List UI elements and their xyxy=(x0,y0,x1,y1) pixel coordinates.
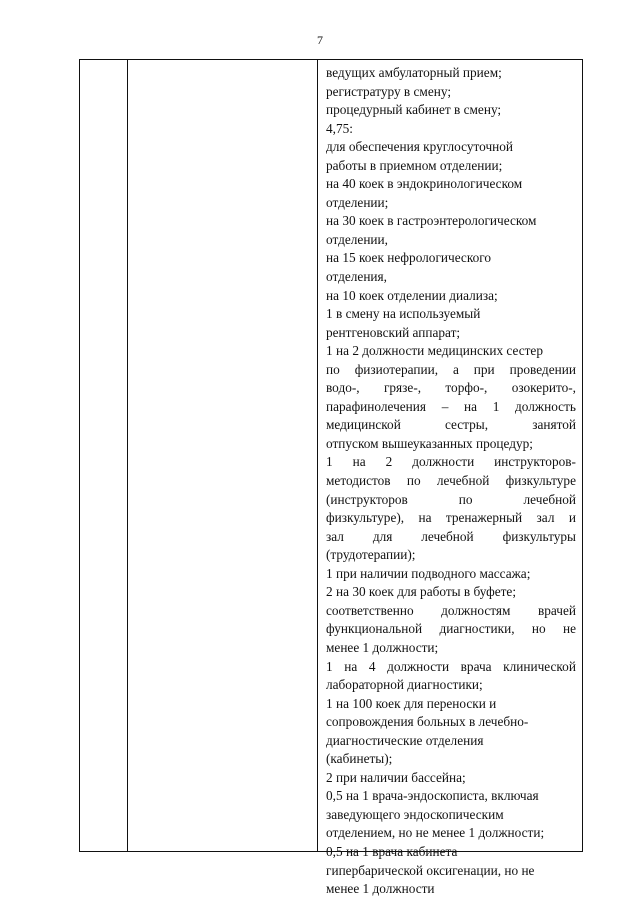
text-word: по xyxy=(458,491,473,507)
text-line: работы в приемном отделении; xyxy=(326,157,503,173)
text-word: зал xyxy=(536,510,555,526)
text-word: физкультуре xyxy=(505,473,576,489)
text-line: отделении, xyxy=(326,231,388,247)
text-line xyxy=(326,361,576,380)
text-word: парафинолечения xyxy=(326,398,427,414)
text-line xyxy=(326,620,576,639)
text-word: соответственно xyxy=(326,602,414,618)
text-line: рентгеновский аппарат; xyxy=(326,324,461,340)
text-line: ведущих амбулаторный прием; xyxy=(326,65,502,80)
text-line xyxy=(326,658,576,677)
text-line: 2 на 30 коек для работы в буфете; xyxy=(326,584,517,600)
text-line: 1 в смену на используемый xyxy=(326,306,481,322)
text-word: физкультуре), xyxy=(326,510,405,526)
text-word: должностям xyxy=(441,602,511,618)
text-line: заведующего эндоскопическим xyxy=(326,806,504,822)
text-word: 1 xyxy=(326,658,333,674)
text-line: отделении; xyxy=(326,194,389,210)
text-word: для xyxy=(372,528,393,544)
text-word: клинической xyxy=(503,658,576,674)
column-divider xyxy=(317,60,318,851)
text-word: на xyxy=(418,510,432,526)
text-word: грязе-, xyxy=(383,380,422,396)
text-line: регистратуру в смену; xyxy=(326,83,452,99)
text-word: 1 xyxy=(326,454,333,470)
text-line: менее 1 должности xyxy=(326,881,435,897)
text-line: сопровождения больных в лечебно- xyxy=(326,714,529,730)
text-line: 1 на 100 коек для переноски и xyxy=(326,695,497,711)
text-line: (кабинеты); xyxy=(326,751,393,767)
text-word: должности xyxy=(387,658,450,674)
text-line: на 30 коек в гастроэнтерологическом xyxy=(326,213,537,229)
text-word: физкультуры xyxy=(502,528,576,544)
text-word: 4 xyxy=(368,658,376,674)
text-line xyxy=(326,528,576,547)
text-line: отделения, xyxy=(326,269,387,285)
text-word: по xyxy=(326,361,340,377)
text-line: лабораторной диагностики; xyxy=(326,677,483,693)
text-word: – xyxy=(441,398,449,414)
text-word: медицинской xyxy=(326,417,401,433)
text-line xyxy=(326,416,576,435)
text-line: 1 при наличии подводного массажа; xyxy=(326,565,531,581)
text-word: а xyxy=(452,361,459,377)
text-line: менее 1 должности; xyxy=(326,639,439,655)
text-line: 0,5 на 1 врача кабинета xyxy=(326,843,458,859)
text-word: (инструкторов xyxy=(326,491,408,507)
text-line xyxy=(326,398,576,417)
text-word: сестры, xyxy=(444,417,489,433)
text-word: врача xyxy=(460,658,492,674)
text-word: диагностики, xyxy=(439,621,515,637)
text-line: 4,75: xyxy=(326,120,353,136)
text-line: отделением, но не менее 1 должности; xyxy=(326,825,545,841)
text-line xyxy=(326,491,576,510)
text-word: должность xyxy=(515,398,576,414)
text-word: зал xyxy=(326,528,344,544)
text-word: по xyxy=(406,473,421,489)
column-divider xyxy=(127,60,128,851)
text-line xyxy=(326,453,576,472)
text-line: на 15 коек нефрологического xyxy=(326,250,492,266)
staffing-table xyxy=(79,59,583,897)
text-word: функциональной xyxy=(326,621,423,637)
text-word: методистов xyxy=(326,473,391,489)
text-word: водо-, xyxy=(326,380,360,396)
text-word: 2 xyxy=(385,454,393,470)
text-line: процедурный кабинет в смену; xyxy=(326,102,502,118)
text-word: на xyxy=(352,454,366,470)
text-word: 1 xyxy=(492,398,500,414)
text-word: при xyxy=(473,361,495,377)
text-word: торфо-, xyxy=(445,380,488,396)
page-number: 7 xyxy=(317,33,323,47)
text-word: проведении xyxy=(509,361,576,377)
text-word: но xyxy=(531,621,546,637)
text-word: и xyxy=(568,510,576,526)
text-word: физиотерапии, xyxy=(354,361,439,377)
staffing-norms-cell xyxy=(326,64,576,899)
text-word: не xyxy=(562,621,576,637)
text-line: на 10 коек отделении диализа; xyxy=(326,287,498,303)
text-line: 0,5 на 1 врача-эндоскописта, включая xyxy=(326,788,539,804)
text-word: на xyxy=(344,658,358,674)
text-word: занятой xyxy=(532,417,576,433)
text-word: на xyxy=(464,398,478,414)
text-line: диагностические отделения xyxy=(326,732,484,748)
text-line xyxy=(326,602,576,621)
text-word: врачей xyxy=(537,602,576,618)
text-word: лечебной xyxy=(421,528,474,544)
text-line: на 40 коек в эндокринологическом xyxy=(326,176,523,192)
text-word: должности xyxy=(412,454,475,470)
text-line: 2 при наличии бассейна; xyxy=(326,769,466,785)
text-word: тренажерный xyxy=(445,510,523,526)
text-line: для обеспечения круглосуточной xyxy=(326,139,514,155)
text-line xyxy=(326,509,576,528)
text-word: инструкторов- xyxy=(494,454,576,470)
text-line: отпуском вышеуказанных процедур; xyxy=(326,435,534,451)
text-word: озокерито-, xyxy=(511,380,576,396)
text-word: лечебной xyxy=(523,491,576,507)
text-line: (трудотерапии); xyxy=(326,547,416,563)
text-word: лечебной xyxy=(436,473,490,489)
text-line: гипербарической оксигенации, но не xyxy=(326,862,535,878)
text-line xyxy=(326,472,576,491)
text-line xyxy=(326,379,576,398)
text-line: 1 на 2 должности медицинских сестер xyxy=(326,343,543,359)
